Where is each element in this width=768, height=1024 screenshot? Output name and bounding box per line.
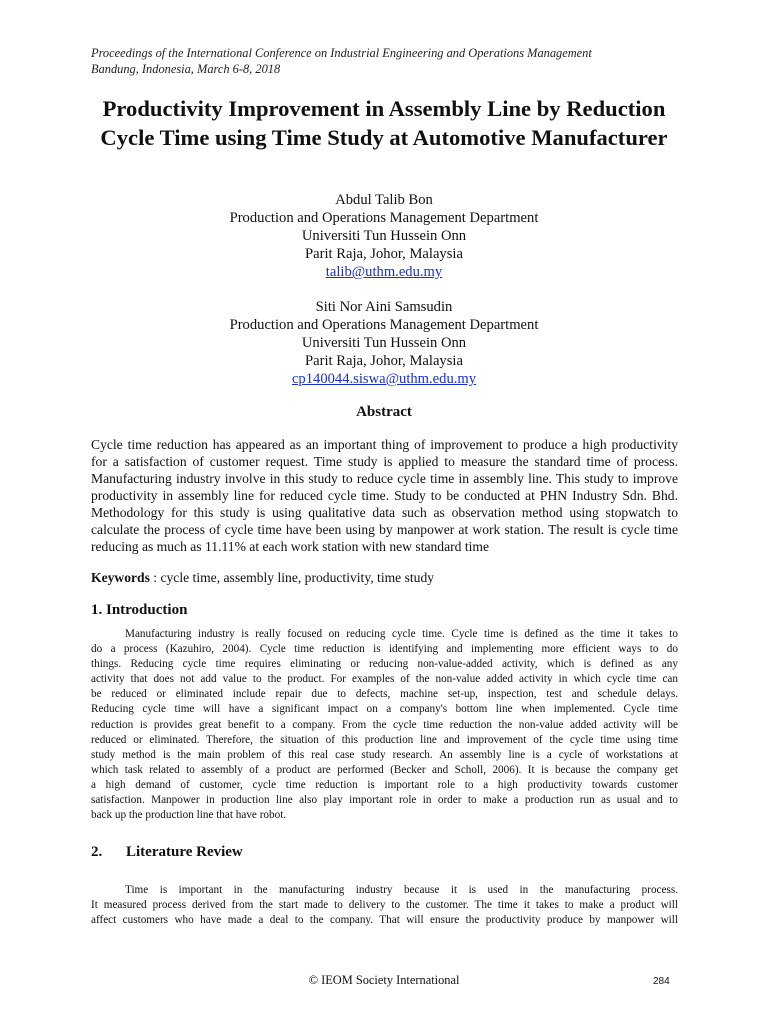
author-block-1 bbox=[0, 191, 768, 281]
author-department: Production and Operations Management Department bbox=[229, 210, 539, 226]
author-university: Universiti Tun Hussein Onn bbox=[301, 228, 467, 244]
running-header-location-date: Bandung, Indonesia, March 6-8, 2018 bbox=[91, 62, 281, 76]
author-email-link[interactable]: cp140044.siswa@uthm.edu.my bbox=[291, 371, 477, 387]
running-header bbox=[91, 45, 691, 77]
paragraph-line: Time is important in the manufacturing industry because it is used in the manufacturing process. bbox=[125, 884, 678, 896]
section-title: Introduction bbox=[106, 602, 188, 618]
abstract-line: Methodology for this study is using qualitative data such as observation method using stopwatch to bbox=[91, 505, 678, 520]
author-university: Universiti Tun Hussein Onn bbox=[301, 335, 467, 351]
abstract-line: for a satisfaction of customer request. Time study is applied to measure the standard time of process. bbox=[91, 454, 678, 469]
paragraph-line: reduced or eliminated. Therefore, the situation of this production line and improvement of the cycle time using time bbox=[91, 733, 678, 746]
section-heading-literature-review bbox=[91, 843, 243, 861]
section-number: 1. bbox=[91, 602, 103, 618]
author-block-2 bbox=[0, 298, 768, 388]
paragraph-line: things. Reducing cycle time requires eliminating or reducing non-value-added activity, which is defined as any bbox=[91, 658, 678, 671]
literature-review-body bbox=[91, 883, 678, 928]
abstract-heading: Abstract bbox=[356, 404, 412, 420]
author-location: Parit Raja, Johor, Malaysia bbox=[305, 353, 463, 369]
paragraph-line: study method is the main problem of this real case study research. An assembly line is a cycle of workstations at bbox=[91, 748, 678, 761]
section-title: Literature Review bbox=[126, 844, 243, 860]
author-email-link[interactable]: talib@uthm.edu.my bbox=[325, 264, 443, 280]
keywords-label: Keywords bbox=[91, 570, 150, 585]
paper-title-line-1: Productivity Improvement in Assembly Line by Reduction bbox=[102, 96, 666, 121]
author-name: Abdul Talib Bon bbox=[335, 192, 433, 208]
paragraph-line: Reducing cycle time will have a significant impact on a company's bottom line when implemented. Cycle time bbox=[91, 703, 678, 716]
section-heading-introduction bbox=[91, 601, 187, 619]
author-location: Parit Raja, Johor, Malaysia bbox=[305, 246, 463, 262]
introduction-body bbox=[91, 627, 678, 823]
abstract-line: reducing as much as 11.11% at each work station with new standard time bbox=[91, 539, 490, 554]
abstract-line: Cycle time reduction has appeared as an important thing of improvement to produce a high productivity bbox=[91, 437, 678, 452]
paragraph-line: which task related to assembly of a product are performed (Becker and Scholl, 2006). It is because the company get bbox=[91, 763, 678, 776]
abstract-body bbox=[91, 436, 678, 555]
paragraph-line: affect customers who have made a deal to the company. That will ensure the productivity produce by manpower will bbox=[91, 914, 678, 927]
paragraph-line: reduction is provides great benefit to a company. From the cycle time reduction the non-value added activity will be bbox=[91, 718, 678, 731]
paragraph-line: Manufacturing industry is really focused on reducing cycle time. Cycle time is defined as the time it takes to bbox=[125, 628, 678, 640]
author-department: Production and Operations Management Department bbox=[229, 317, 539, 333]
paragraph-line: be reduced or eliminated include repair due to defects, machine set-up, inspection, test and schedule delays. bbox=[91, 688, 678, 701]
paper-title-line-2: Cycle Time using Time Study at Automotive Manufacturer bbox=[100, 125, 668, 150]
keywords bbox=[91, 569, 681, 586]
abstract-line: productivity in assembly line for reduced cycle time. Study to be conducted at PHN Industry Sdn. Bhd. bbox=[91, 488, 678, 503]
page-number: 284 bbox=[653, 976, 670, 987]
paragraph-line: satisfaction. Manpower in production line also play important role in order to make a production run as usual and to bbox=[91, 794, 678, 807]
running-header-conference: Proceedings of the International Conference on Industrial Engineering and Operations Management bbox=[91, 46, 592, 60]
abstract-line: Manufacturing industry involve in this study to reduce cycle time in assembly line. This study to improve bbox=[91, 471, 678, 486]
paragraph-line: activity that does not add value to the product. For examples of the non-value added activity in which cycle time can bbox=[91, 673, 678, 686]
section-number: 2. bbox=[91, 844, 103, 860]
paragraph-line: a high demand of customer, cycle time reduction is important role to a high productivity towards customer bbox=[91, 778, 678, 791]
author-name: Siti Nor Aini Samsudin bbox=[315, 299, 453, 315]
paragraph-line: back up the production line that have robot. bbox=[91, 809, 287, 822]
paragraph-line: It measured process derived from the start made to delivery to the customer. The time it takes to make a product will bbox=[91, 899, 678, 912]
paper-title bbox=[60, 94, 708, 152]
footer-copyright: © IEOM Society International bbox=[308, 973, 460, 987]
paragraph-line: do a process (Kazuhiro, 2004). Cycle time reduction is identifying and implementing more efficient ways to do bbox=[91, 643, 678, 656]
keywords-text: : cycle time, assembly line, productivity, time study bbox=[149, 570, 435, 585]
abstract-line: calculate the process of cycle time have been using by manpower at work station. The result is cycle time bbox=[91, 522, 678, 537]
